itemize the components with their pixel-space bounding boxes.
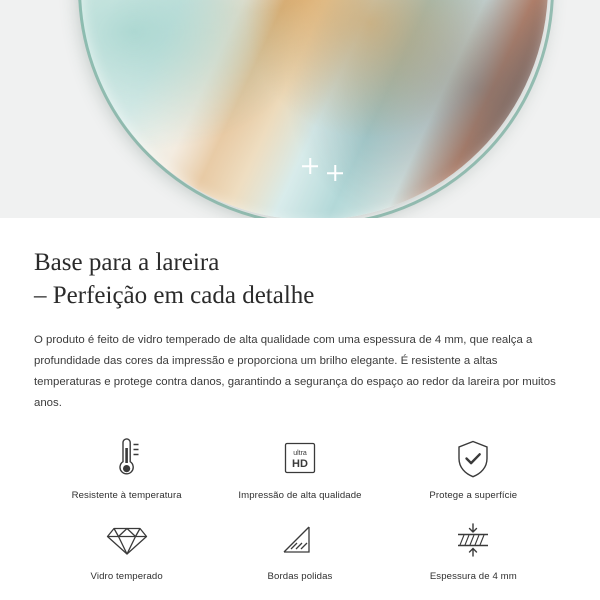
feature-label: Espessura de 4 mm <box>429 571 517 583</box>
feature-label: Protege a superfície <box>429 490 518 502</box>
shield-check-icon <box>454 436 492 482</box>
feature-item-thickness <box>387 517 560 582</box>
polished-edges-icon <box>280 517 320 563</box>
thickness-arrows-icon <box>452 517 494 563</box>
thermometer-icon <box>110 436 144 482</box>
feature-label: Resistente à temperatura <box>71 490 182 502</box>
content-area <box>0 218 600 582</box>
feature-item-temperature <box>40 436 213 501</box>
feature-label: Vidro temperado <box>90 571 163 583</box>
feature-label: Impressão de alta qualidade <box>238 490 362 502</box>
feature-grid <box>34 436 566 582</box>
ultra-hd-icon <box>280 436 320 482</box>
diamond-icon <box>106 517 148 563</box>
hero-image <box>0 0 600 218</box>
svg-text:ultra: ultra <box>293 450 307 458</box>
headline-line-2: – Perfeição em cada detalhe <box>34 282 315 309</box>
headline-line-1: Base para a lareira <box>34 249 220 276</box>
page-title <box>34 246 566 312</box>
feature-label: Bordas polidas <box>267 571 333 583</box>
feature-item-surface-protection <box>387 436 560 501</box>
feature-item-print-quality <box>213 436 386 501</box>
feature-item-tempered-glass <box>40 517 213 582</box>
feature-item-polished-edges <box>213 517 386 582</box>
svg-text:HD: HD <box>292 458 308 471</box>
description-paragraph: O produto é feito de vidro temperado de alta qualidade com uma espessura de 4 mm, que realça a profundidade das cores da impressão e proporciona um brilho elegante. É resistente a altas temperaturas e protege contra danos, garantindo a segurança do espaço ao redor da lareira por muitos anos. <box>34 334 556 410</box>
